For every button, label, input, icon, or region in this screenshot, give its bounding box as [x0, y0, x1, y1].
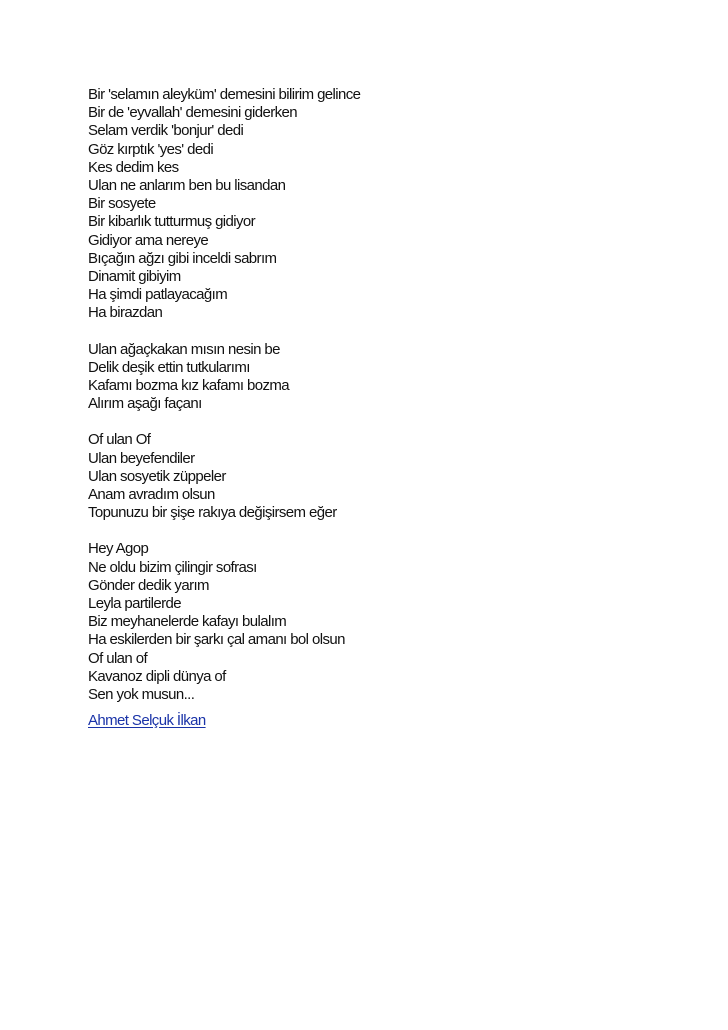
stanza-2: [88, 341, 688, 414]
poem-line: Of ulan Of: [88, 431, 151, 449]
stanza-3: [88, 431, 688, 522]
poem-line: Kavanoz dipli dünya of: [88, 667, 226, 685]
poem-line: Bıçağın ağzı gibi inceldi sabrım: [88, 249, 277, 267]
poem-line: Leyla partilerde: [88, 595, 181, 613]
poem-line: Ha eskilerden bir şarkı çal amanı bol olsun: [88, 631, 345, 649]
poem-line: Biz meyhanelerde kafayı bulalım: [88, 613, 287, 631]
poem-line: Sen yok musun...: [88, 686, 195, 704]
author-link[interactable]: Ahmet Selçuk İlkan: [88, 712, 206, 730]
poem-line: Kes dedim kes: [88, 158, 179, 176]
poem-line: Bir de 'eyvallah' demesini giderken: [88, 104, 298, 122]
poem-line: Ha şimdi patlayacağım: [88, 286, 228, 304]
poem-line: Anam avradım olsun: [88, 486, 215, 504]
poem-line: Ne oldu bizim çilingir sofrası: [88, 558, 257, 576]
poem-line: Ulan beyefendiler: [88, 449, 195, 467]
poem-line: Bir kibarlık tutturmuş gidiyor: [88, 213, 256, 231]
poem-line: Ha birazdan: [88, 304, 163, 322]
poem-line: Bir sosyete: [88, 195, 156, 213]
poem-line: Ulan ağaçkakan mısın nesin be: [88, 340, 280, 358]
poem-line: Topunuzu bir şişe rakıya değişirsem eğer: [88, 504, 337, 522]
poem-line: Delik deşik ettin tutkularımı: [88, 358, 250, 376]
poem-line: Ulan sosyetik züppeler: [88, 467, 226, 485]
poem-line: Hey Agop: [88, 540, 149, 558]
poem-line: Selam verdik 'bonjur' dedi: [88, 122, 244, 140]
poem-line: Kafamı bozma kız kafamı bozma: [88, 377, 290, 395]
poem-line: Gönder dedik yarım: [88, 576, 209, 594]
poem-line: Dinamit gibiyim: [88, 268, 181, 286]
poem-line: Of ulan of: [88, 649, 148, 667]
poem-line: Gidiyor ama nereye: [88, 231, 209, 249]
poem: [88, 86, 688, 730]
poem-line: Bir 'selamın aleyküm' demesini bilirim gelince: [88, 86, 361, 103]
poem-line: Alırım aşağı façanı: [88, 395, 202, 413]
stanza-4: [88, 540, 688, 704]
poem-line: Göz kırptık 'yes' dedi: [88, 140, 214, 158]
poem-line: Ulan ne anlarım ben bu lisandan: [88, 177, 286, 195]
stanza-1: [88, 86, 688, 323]
